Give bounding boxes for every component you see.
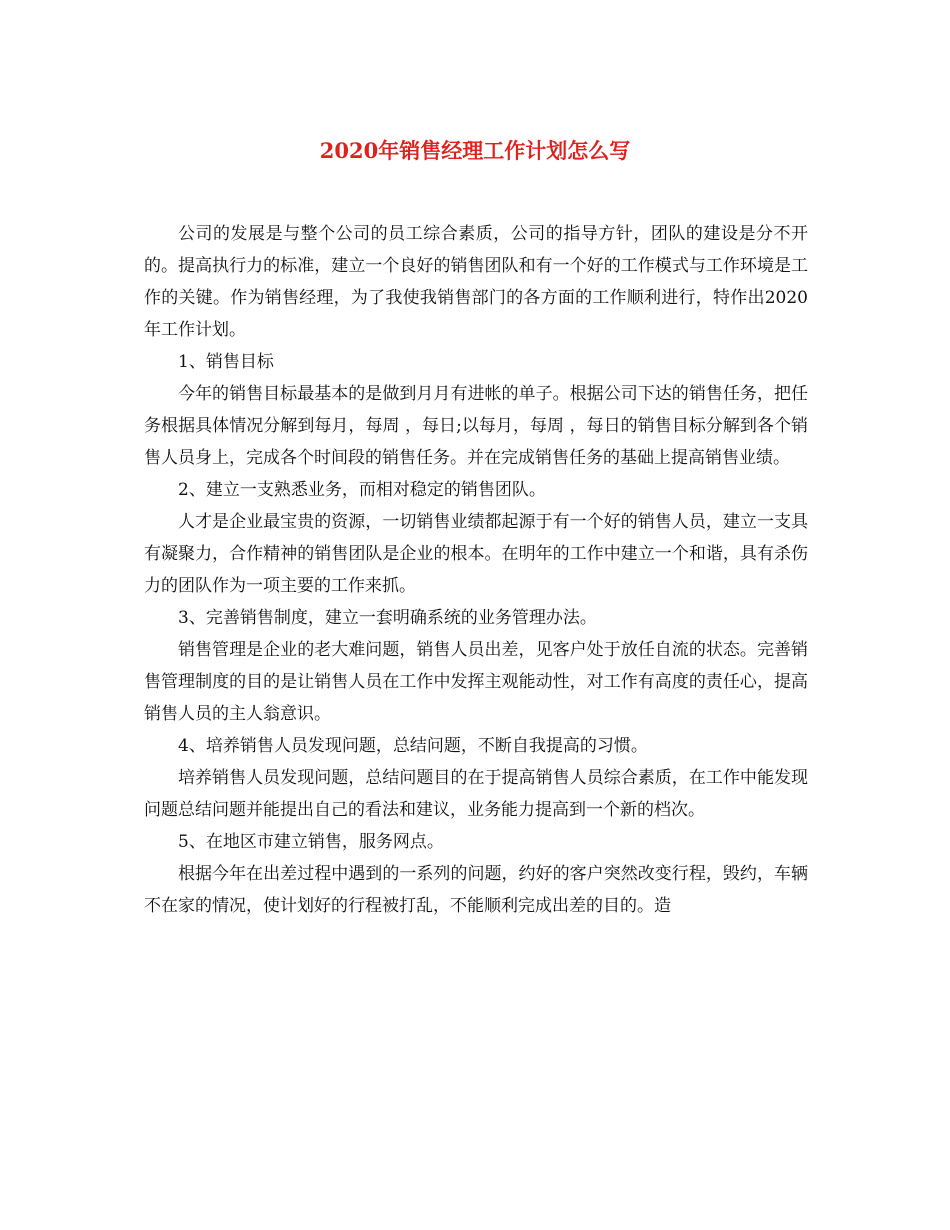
document-title: 2020年销售经理工作计划怎么写 bbox=[319, 138, 631, 163]
heading-sales-team: 2、建立一支熟悉业务，而相对稳定的销售团队。 bbox=[178, 480, 546, 500]
paragraph-sales-team: 人才是企业最宝贵的资源，一切销售业绩都起源于有一个好的销售人员，建立一支具有凝聚力，合作精神的销售团队是企业的根本。在明年的工作中建立一个和谐，具有杀伤力的团队作为一项主要的工作来抓。 bbox=[144, 512, 808, 596]
paragraph-sales-target: 今年的销售目标最基本的是做到月月有进帐的单子。根据公司下达的销售任务，把任务根据具体情况分解到每月，每周 ，每日;以每月，每周 ，每日的销售目标分解到各个销售人员身上，完成各个时间段的销售任务。并在完成销售任务的基础上提高销售业绩。 bbox=[144, 384, 808, 468]
heading-training: 4、培养销售人员发现问题，总结问题，不断自我提高的习惯。 bbox=[178, 736, 648, 756]
paragraph-training: 培养销售人员发现问题，总结问题目的在于提高销售人员综合素质，在工作中能发现问题总结问题并能提出自己的看法和建议，业务能力提高到一个新的档次。 bbox=[144, 768, 808, 820]
heading-service-points: 5、在地区市建立销售，服务网点。 bbox=[178, 832, 444, 852]
heading-sales-system: 3、完善销售制度，建立一套明确系统的业务管理办法。 bbox=[178, 608, 597, 628]
paragraph-sales-system: 销售管理是企业的老大难问题，销售人员出差，见客户处于放任自流的状态。完善销售管理制度的目的是让销售人员在工作中发挥主观能动性，对工作有高度的责任心，提高销售人员的主人翁意识。 bbox=[144, 640, 808, 724]
paragraph-intro: 公司的发展是与整个公司的员工综合素质，公司的指导方针，团队的建设是分不开的。提高执行力的标准，建立一个良好的销售团队和有一个好的工作模式与工作环境是工作的关键。作为销售经理，为了我使我销售部门的各方面的工作顺利进行，特作出2020年工作计划。 bbox=[144, 224, 808, 340]
paragraph-service-points: 根据今年在出差过程中遇到的一系列的问题，约好的客户突然改变行程，毁约，车辆不在家的情况，使计划好的行程被打乱，不能顺利完成出差的目的。造 bbox=[144, 864, 808, 916]
heading-sales-target: 1、销售目标 bbox=[178, 352, 274, 372]
document-body bbox=[144, 218, 808, 922]
